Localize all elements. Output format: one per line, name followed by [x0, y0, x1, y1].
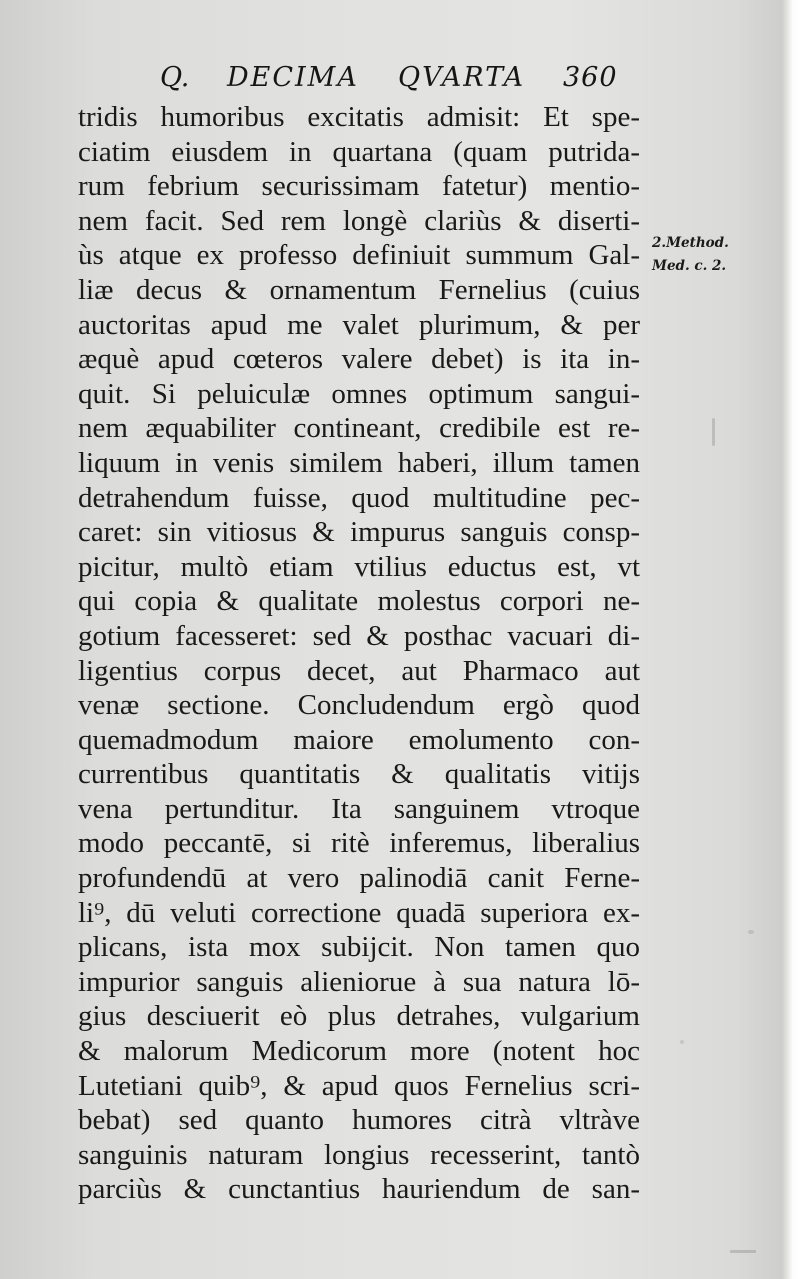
text-line: plicans, ista mox subijcit. Non tamen quo: [78, 931, 640, 964]
body-text: [78, 100, 640, 1207]
text-line: quemadmodum maiore emolumento con-: [78, 723, 640, 756]
text-line: vena pertunditur. Ita sanguinem vtroque: [78, 792, 640, 825]
text-line: li⁹, dū veluti correctione quadā superiora ex-: [78, 896, 640, 929]
text-line: liæ decus & ornamentum Fernelius (cuius: [78, 273, 640, 306]
text-line: venæ sectione. Concludendum ergò quod: [78, 689, 640, 722]
text-line: gius desciuerit eò plus detrahes, vulgarium: [78, 1000, 640, 1033]
margin-note-line: Med. c. 2.: [652, 258, 727, 274]
text-line: tridis humoribus excitatis admisit: Et spe-: [78, 101, 640, 133]
text-line: nem æquabiliter contineant, credibile est re-: [78, 412, 640, 445]
running-head-question-mark: Q.: [160, 62, 190, 93]
text-line: sanguinis naturam longius recesserint, tantò: [78, 1138, 640, 1171]
text-line: ligentius corpus decet, aut Pharmaco aut: [78, 654, 640, 687]
text-line: detrahendum fuisse, quod multitudine pec-: [78, 481, 640, 514]
text-line: liquum in venis similem haberi, illum tamen: [78, 446, 640, 479]
text-line: ciatim eiusdem in quartana (quam putrida-: [78, 135, 640, 168]
margin-note: [652, 232, 772, 278]
paper-blemish: [748, 930, 754, 934]
text-line: profundendū at vero palinodiā canit Ferne-: [78, 862, 640, 895]
text-line: qui copia & qualitate molestus corpori ne-: [78, 585, 640, 618]
margin-note-line: 2.Method.: [652, 235, 729, 251]
running-head-quarta: QVARTA: [398, 62, 526, 93]
text-line: modo peccantē, si ritè inferemus, liberalius: [78, 827, 640, 860]
text-line: nem facit. Sed rem longè clariùs & diserti-: [78, 204, 640, 237]
text-line: gotium facesseret: sed & posthac vacuari di-: [78, 619, 640, 652]
text-line: & malorum Medicorum more (notent hoc: [78, 1035, 640, 1068]
running-head-decima: DECIMA: [227, 62, 359, 93]
text-line: currentibus quantitatis & qualitatis vitijs: [78, 758, 640, 791]
text-line: Lutetiani quib⁹, & apud quos Fernelius scri-: [78, 1069, 640, 1102]
text-line: rum febrium securissimam fatetur) mentio-: [78, 170, 640, 203]
page-number: 360: [563, 62, 618, 93]
text-line: æquè apud cœteros valere debet) is ita in-: [78, 343, 640, 376]
text-line: ùs atque ex professo definiuit summum Gal-: [78, 239, 640, 272]
paper-blemish: [712, 418, 715, 446]
paper-blemish: [680, 1040, 684, 1044]
text-line: quit. Si peluiculæ omnes optimum sangui-: [78, 377, 640, 410]
text-line: auctoritas apud me valet plurimum, & per: [78, 308, 640, 341]
text-line: caret: sin vitiosus & impurus sanguis consp-: [78, 516, 640, 549]
text-line: bebat) sed quanto humores citrà vltràve: [78, 1104, 640, 1137]
text-line: impurior sanguis alieniorue à sua natura lō-: [78, 965, 640, 998]
paper-blemish: [730, 1250, 756, 1253]
text-line: picitur, multò etiam vtilius eductus est, vt: [78, 550, 640, 583]
text-line: parciùs & cunctantius hauriendum de san-: [78, 1173, 640, 1206]
